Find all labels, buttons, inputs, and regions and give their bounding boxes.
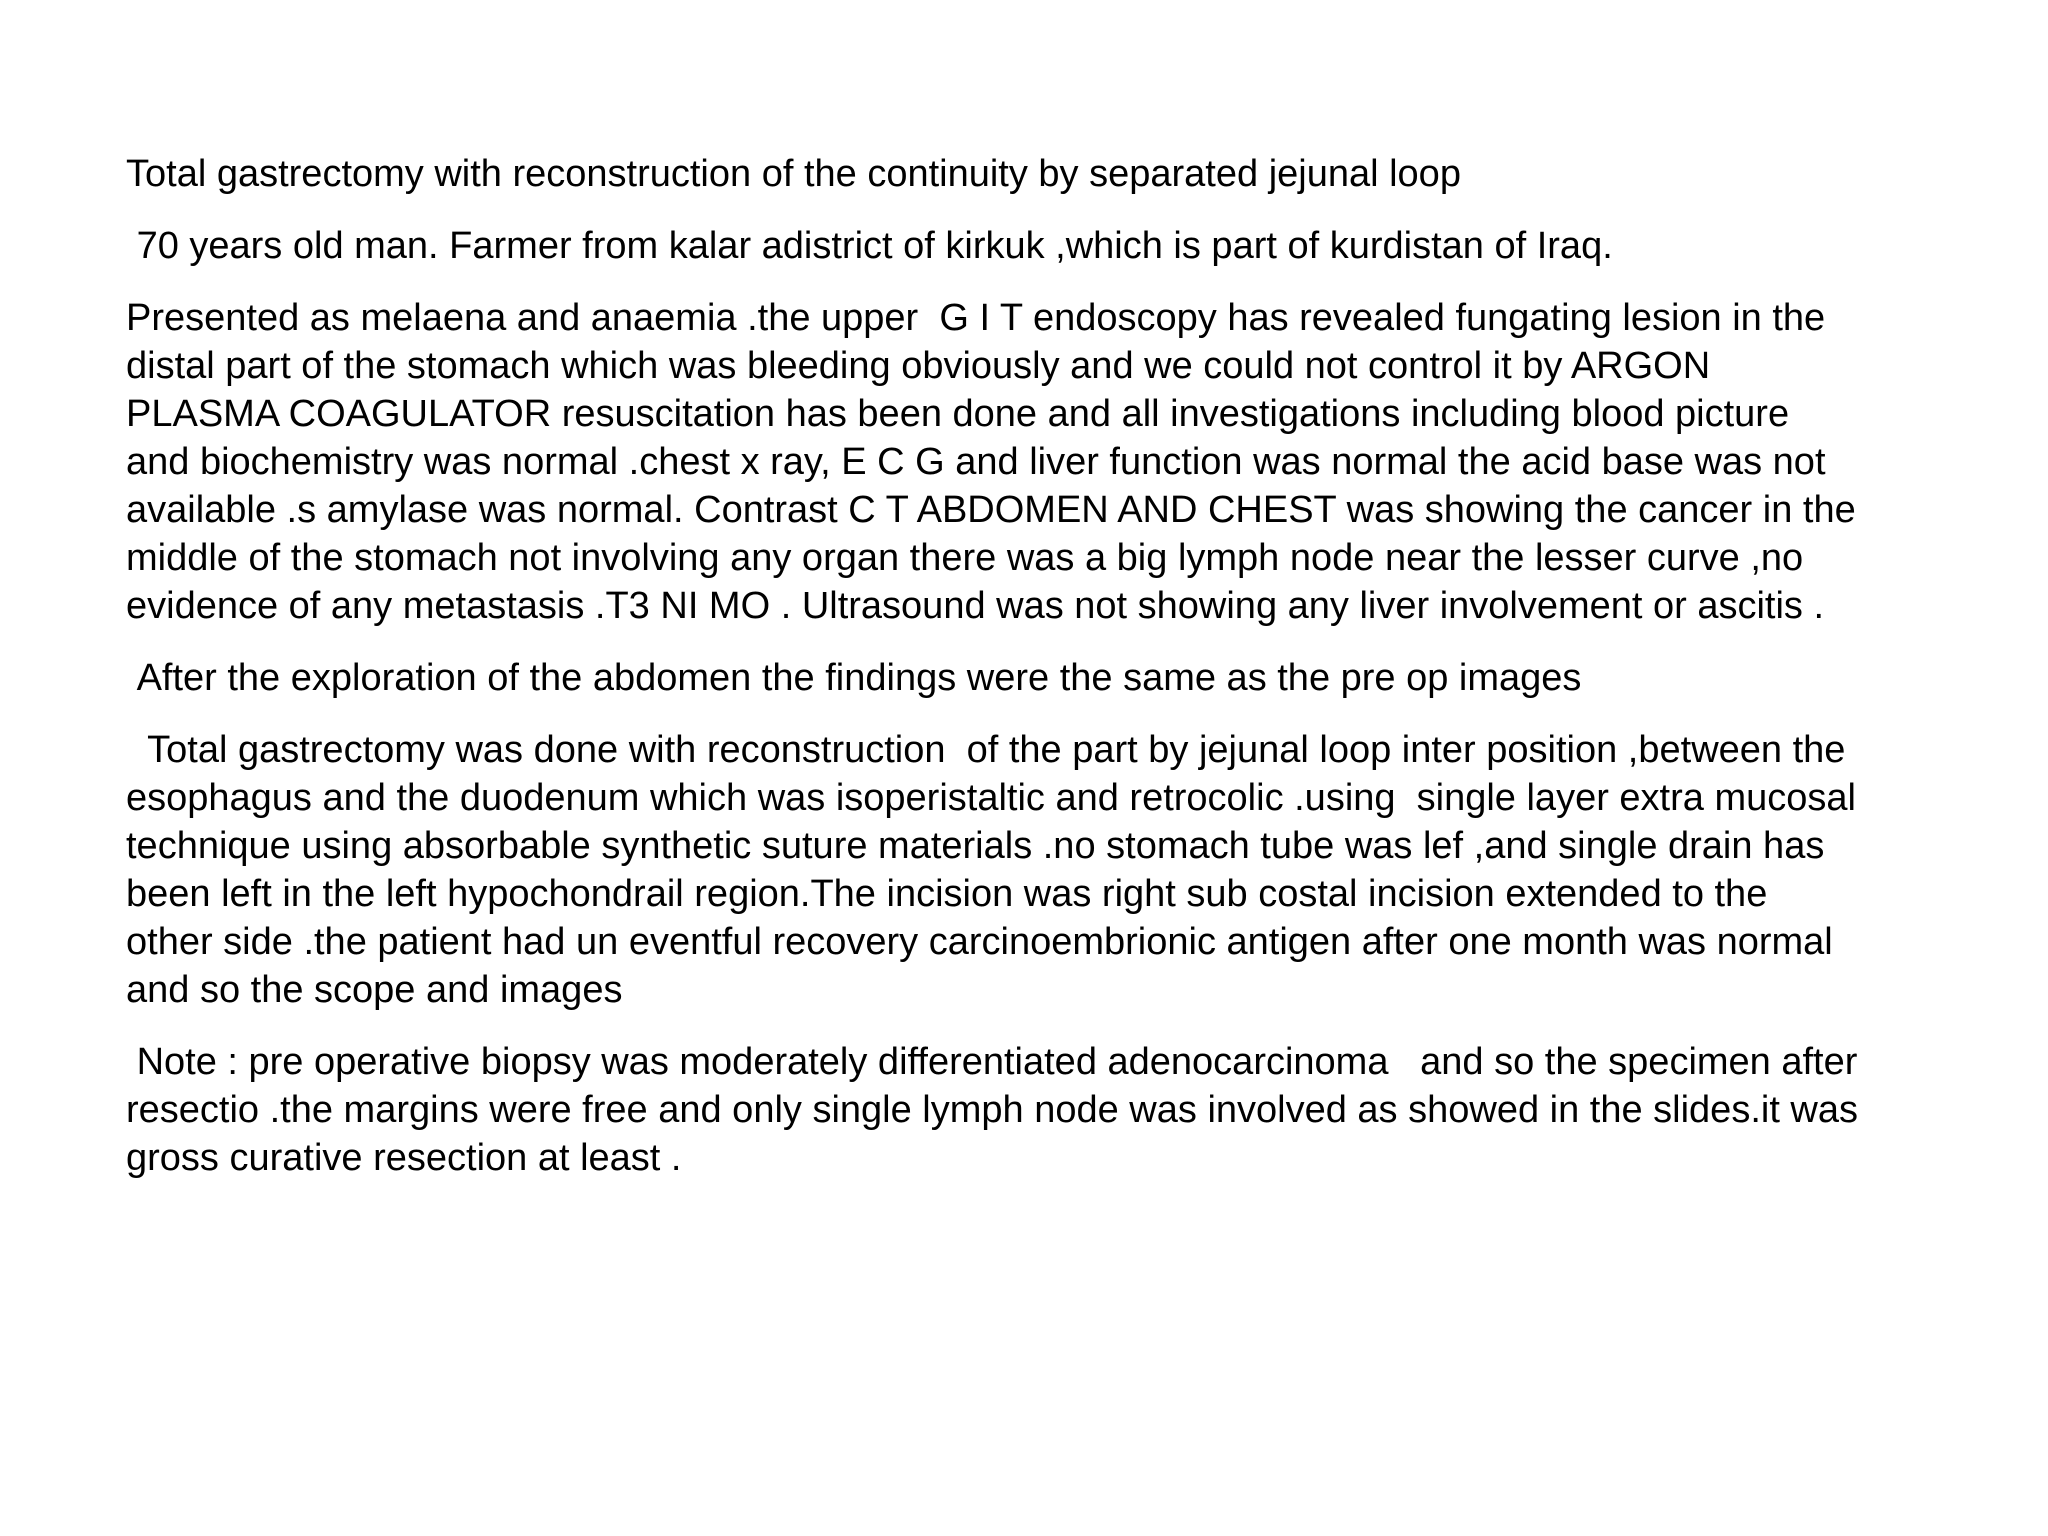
patient-info-paragraph: 70 years old man. Farmer from kalar adistrict of kirkuk ,which is part of kurdistan of Iraq. — [126, 225, 1613, 267]
exploration-paragraph: After the exploration of the abdomen the findings were the same as the pre op images — [126, 657, 1582, 699]
procedure-paragraph: Total gastrectomy was done with reconstruction of the part by jejunal loop inter position ,between the esophagus and the duodenum which was isoperistaltic and retrocolic .using single layer extra mucosal technique using absorbable synthetic suture materials .no stomach tube was lef ,and single drain has been left in the left hypochondrail region.The incision was right sub costal incision extended to the other side .the patient had un eventful recovery carcinoembrionic antigen after one month was normal and so the scope and images — [126, 729, 1856, 1011]
document-body — [126, 150, 2026, 1206]
note-paragraph: Note : pre operative biopsy was moderately differentiated adenocarcinoma and so the specimen after resectio .the margins were free and only single lymph node was involved as showed in the slides.it was gross curative resection at least . — [126, 1041, 1859, 1179]
title-paragraph: Total gastrectomy with reconstruction of the continuity by separated jejunal loop — [126, 153, 1461, 195]
presentation-paragraph: Presented as melaena and anaemia .the upper G I T endoscopy has revealed fungating lesion in the distal part of the stomach which was bleeding obviously and we could not control it by ARGON PLASMA COAGULATOR resuscitation has been done and all investigations including blood picture and biochemistry was normal .chest x ray, E C G and liver function was normal the acid base was not available .s amylase was normal. Contrast C T ABDOMEN AND CHEST was showing the cancer in the middle of the stomach not involving any organ there was a big lymph node near the lesser curve ,no evidence of any metastasis .T3 NI MO . Ultrasound was not showing any liver involvement or ascitis . — [126, 297, 1856, 627]
